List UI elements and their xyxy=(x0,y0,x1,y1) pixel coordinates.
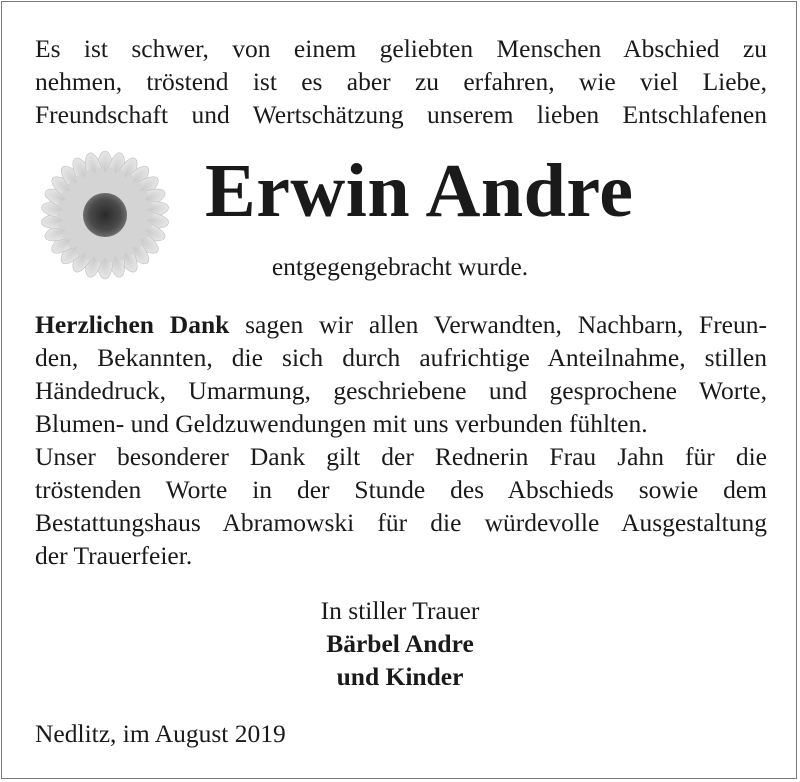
signature-name: Bärbel Andre xyxy=(326,629,474,658)
thanks-line-7: Bestattungshaus Abramowski für die würdevolle Ausgestaltung xyxy=(35,508,767,537)
thanks-line-4: Blumen- und Geldzuwendungen mit uns verbunden fühlten. xyxy=(35,409,648,438)
intro-line-1: Es ist schwer, von einem geliebten Menschen Abschied zu xyxy=(35,34,767,63)
thanks-line-1 xyxy=(35,308,767,341)
thanks-line-3: Händedruck, Umarmung, geschriebene und gesprochene Worte, xyxy=(35,376,767,405)
deceased-name: Erwin Andre xyxy=(205,149,634,233)
intro-line-3: Freundschaft und Wertschätzung unserem lieben Entschlafenen xyxy=(35,100,767,129)
thanks-line-2: den, Bekannten, die sich durch aufrichtige Anteilnahme, stillen xyxy=(35,343,767,372)
thanks-line-8: der Trauerfeier. xyxy=(35,541,193,570)
thanks-line-6: tröstenden Worte in der Stunde des Abschieds sowie dem xyxy=(35,475,767,504)
after-name-text: entgegengebracht wurde. xyxy=(271,252,529,281)
place-date: Nedlitz, im August 2019 xyxy=(35,719,286,748)
intro-line-2: nehmen, tröstend ist es aber zu erfahren, wie viel Liebe, xyxy=(35,67,767,96)
thanks-lead: Herzlichen Dank xyxy=(35,310,230,339)
signature-line-1: In stiller Trauer xyxy=(320,596,480,625)
thanks-line-1-rest: sagen wir allen Verwandten, Nachbarn, Freun- xyxy=(229,310,767,339)
thanks-line-5: Unser besonderer Dank gilt der Rednerin Frau Jahn für die xyxy=(35,442,767,471)
signature-line-3: und Kinder xyxy=(336,662,464,691)
